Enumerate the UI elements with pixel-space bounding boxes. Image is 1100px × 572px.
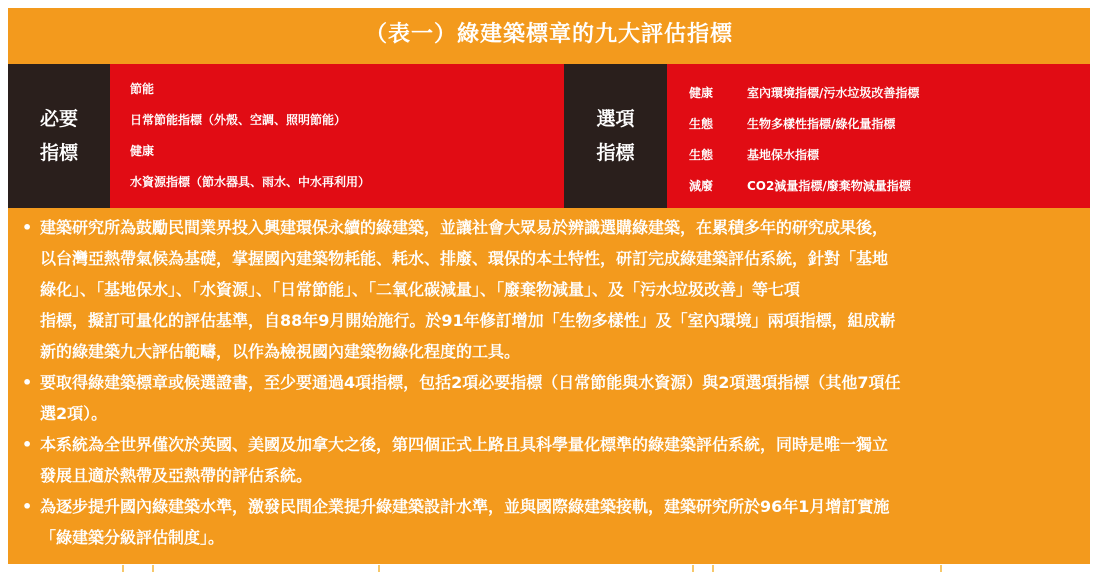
table-title: （表一）綠建築標章的九大評估指標 bbox=[364, 22, 733, 47]
bullet-icon: • bbox=[22, 497, 33, 516]
optional-row bbox=[689, 109, 1090, 140]
required-line: 日常節能指標（外殼、空調、照明節能） bbox=[130, 113, 347, 127]
optional-header-line-1: 選項 bbox=[596, 108, 635, 130]
optional-row-text: 室內環境指標/污水垃圾改善指標 bbox=[747, 86, 920, 100]
note-item bbox=[22, 367, 1082, 429]
grass-decoration bbox=[378, 565, 380, 572]
bottom-decoration bbox=[0, 564, 1100, 572]
required-line: 健康 bbox=[130, 144, 155, 158]
indicator-panel bbox=[8, 8, 1090, 564]
grass-decoration bbox=[122, 565, 124, 572]
required-indicators-cell bbox=[110, 64, 564, 208]
required-header-line-1: 必要 bbox=[39, 108, 78, 130]
optional-header-cell bbox=[564, 64, 667, 208]
bullet-icon: • bbox=[22, 218, 33, 237]
optional-row-text: CO2減量指標/廢棄物減量指標 bbox=[747, 179, 911, 193]
required-header-cell bbox=[8, 64, 110, 208]
bullet-icon: • bbox=[22, 435, 33, 454]
optional-row bbox=[689, 140, 1090, 171]
note-line: 以台灣亞熱帶氣候為基礎，掌握國內建築物耗能、耗水、排廢、環保的本土特性，研訂完成綠建築評估系統，針對「基地 bbox=[40, 249, 889, 268]
note-item bbox=[22, 491, 1082, 553]
note-line: 為逐步提升國內綠建築水準，激發民間企業提升綠建築設計水準，並與國際綠建築接軌，建築研究所於96年1月增訂實施 bbox=[40, 497, 890, 516]
required-line: 節能 bbox=[130, 82, 155, 96]
grass-decoration bbox=[940, 565, 942, 572]
note-line: 指標，擬訂可量化的評估基準，自88年9月開始施行。於91年修訂增加「生物多樣性」及「室內環境」兩項指標，組成嶄 bbox=[40, 311, 896, 330]
optional-row-text: 生物多樣性指標/綠化量指標 bbox=[747, 117, 896, 131]
notes-list bbox=[22, 212, 1082, 553]
optional-indicators-cell bbox=[667, 64, 1090, 208]
note-line: 建築研究所為鼓勵民間業界投入興建環保永續的綠建築，並讓社會大眾易於辨識選購綠建築，在累積多年的研究成果後， bbox=[40, 218, 889, 237]
note-item bbox=[22, 429, 1082, 491]
note-line: 「綠建築分級評估制度」。 bbox=[40, 528, 225, 547]
note-line: 新的綠建築九大評估範疇，以作為檢視國內建築物綠化程度的工具。 bbox=[40, 342, 521, 361]
optional-header-line-2: 指標 bbox=[596, 142, 635, 164]
optional-row-category: 生態 bbox=[689, 148, 714, 162]
optional-row-text: 基地保水指標 bbox=[747, 148, 820, 162]
note-line: 綠化」、「基地保水」、「水資源」、「日常節能」、「二氧化碳減量」、「廢棄物減量」、及「污水垃圾改善」等七項 bbox=[40, 280, 801, 299]
grass-decoration bbox=[712, 565, 714, 572]
note-line: 要取得綠建築標章或候選證書，至少要通過4項指標，包括2項必要指標（日常節能與水資源）與2項選項指標（其他7項任 bbox=[40, 373, 901, 392]
note-item bbox=[22, 212, 1082, 367]
optional-row-category: 健康 bbox=[689, 86, 714, 100]
note-line: 本系統為全世界僅次於英國、美國及加拿大之後，第四個正式上路且具科學量化標準的綠建築評估系統，同時是唯一獨立 bbox=[40, 435, 889, 454]
optional-row-category: 生態 bbox=[689, 117, 714, 131]
required-line: 水資源指標（節水器具、雨水、中水再利用） bbox=[130, 175, 371, 189]
bullet-icon: • bbox=[22, 373, 33, 392]
optional-row-category: 減廢 bbox=[689, 179, 714, 193]
note-line: 發展且適於熱帶及亞熱帶的評估系統。 bbox=[40, 466, 313, 485]
required-header-line-2: 指標 bbox=[39, 142, 78, 164]
grass-decoration bbox=[692, 565, 694, 572]
note-line: 選2項）。 bbox=[40, 404, 108, 423]
grass-decoration bbox=[152, 565, 154, 572]
indicator-table bbox=[8, 64, 1090, 208]
optional-row bbox=[689, 171, 1090, 202]
optional-row bbox=[689, 78, 1090, 109]
